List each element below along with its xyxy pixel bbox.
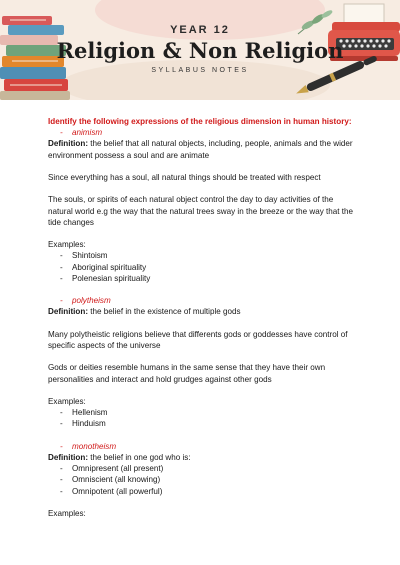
list-item-text: Polenesian spirituality bbox=[72, 273, 151, 283]
examples-label: Examples: bbox=[48, 508, 86, 518]
term-label: polytheism bbox=[72, 296, 111, 306]
list-item-text: Hinduism bbox=[72, 419, 106, 429]
term-animism: - animism bbox=[60, 128, 103, 138]
definition-label: Definition: bbox=[48, 452, 89, 462]
list-item: - Hellenism bbox=[60, 408, 108, 418]
paragraph: Many polytheistic religions believe that differents gods or goddesses have control of specific aspects of the universe bbox=[48, 329, 348, 350]
notes-body bbox=[48, 116, 358, 519]
definition-monotheism bbox=[48, 452, 358, 463]
list-item-text: Omnipresent (all present) bbox=[72, 464, 164, 474]
definition-animism bbox=[48, 138, 358, 160]
term-monotheism: - monotheism bbox=[60, 441, 117, 451]
examples-label: Examples: bbox=[48, 240, 86, 250]
definition-polytheism bbox=[48, 306, 358, 317]
section-heading: Identify the following expressions of the religious dimension in human history: bbox=[48, 117, 352, 126]
list-item-text: Omnipotent (all powerful) bbox=[72, 486, 163, 496]
year-label: YEAR 12 bbox=[170, 24, 230, 36]
list-item-text: Omniscient (all knowing) bbox=[72, 475, 161, 485]
list-item-text: Shintoism bbox=[72, 251, 108, 261]
list-item: - Shintoism bbox=[60, 251, 108, 261]
header-banner bbox=[0, 0, 400, 100]
list-item: - Omniscient (all knowing) bbox=[60, 475, 161, 485]
examples-label: Examples: bbox=[48, 396, 86, 406]
list-item-text: Hellenism bbox=[72, 408, 108, 418]
list-item: - Hinduism bbox=[60, 419, 106, 429]
definition-text: the belief in one god who is: bbox=[88, 452, 191, 462]
page-subtitle: SYLLABUS NOTES bbox=[151, 67, 249, 74]
paragraph: The souls, or spirits of each natural object control the day to day activities of the natural world e.g the way that the natural trees sway in the breeze or the way that the tide changes bbox=[48, 195, 354, 227]
page-title: Religion & Non Religion bbox=[56, 38, 344, 63]
term-label: animism bbox=[72, 128, 103, 138]
paragraph: Since everything has a soul, all natural things should be treated with respect bbox=[48, 173, 321, 182]
list-item: - Aboriginal spirituality bbox=[60, 262, 147, 272]
definition-label: Definition: bbox=[48, 307, 89, 317]
list-item-text: Aboriginal spirituality bbox=[72, 262, 147, 272]
paragraph: Gods or deities resemble humans in the same sense that they have their own personalities and interact and hold grudges against other gods bbox=[48, 363, 326, 384]
term-polytheism: - polytheism bbox=[60, 296, 111, 306]
list-item: - Polenesian spirituality bbox=[60, 273, 151, 283]
definition-text: the belief in the existence of multiple gods bbox=[88, 307, 241, 317]
definition-label: Definition: bbox=[48, 139, 89, 149]
definition-text: the belief that all natural objects, including, people, animals and the wider environment possess a soul and are animate bbox=[48, 139, 353, 160]
term-label: monotheism bbox=[72, 441, 117, 451]
list-item: - Omnipresent (all present) bbox=[60, 464, 164, 474]
list-item: - Omnipotent (all powerful) bbox=[60, 486, 163, 496]
